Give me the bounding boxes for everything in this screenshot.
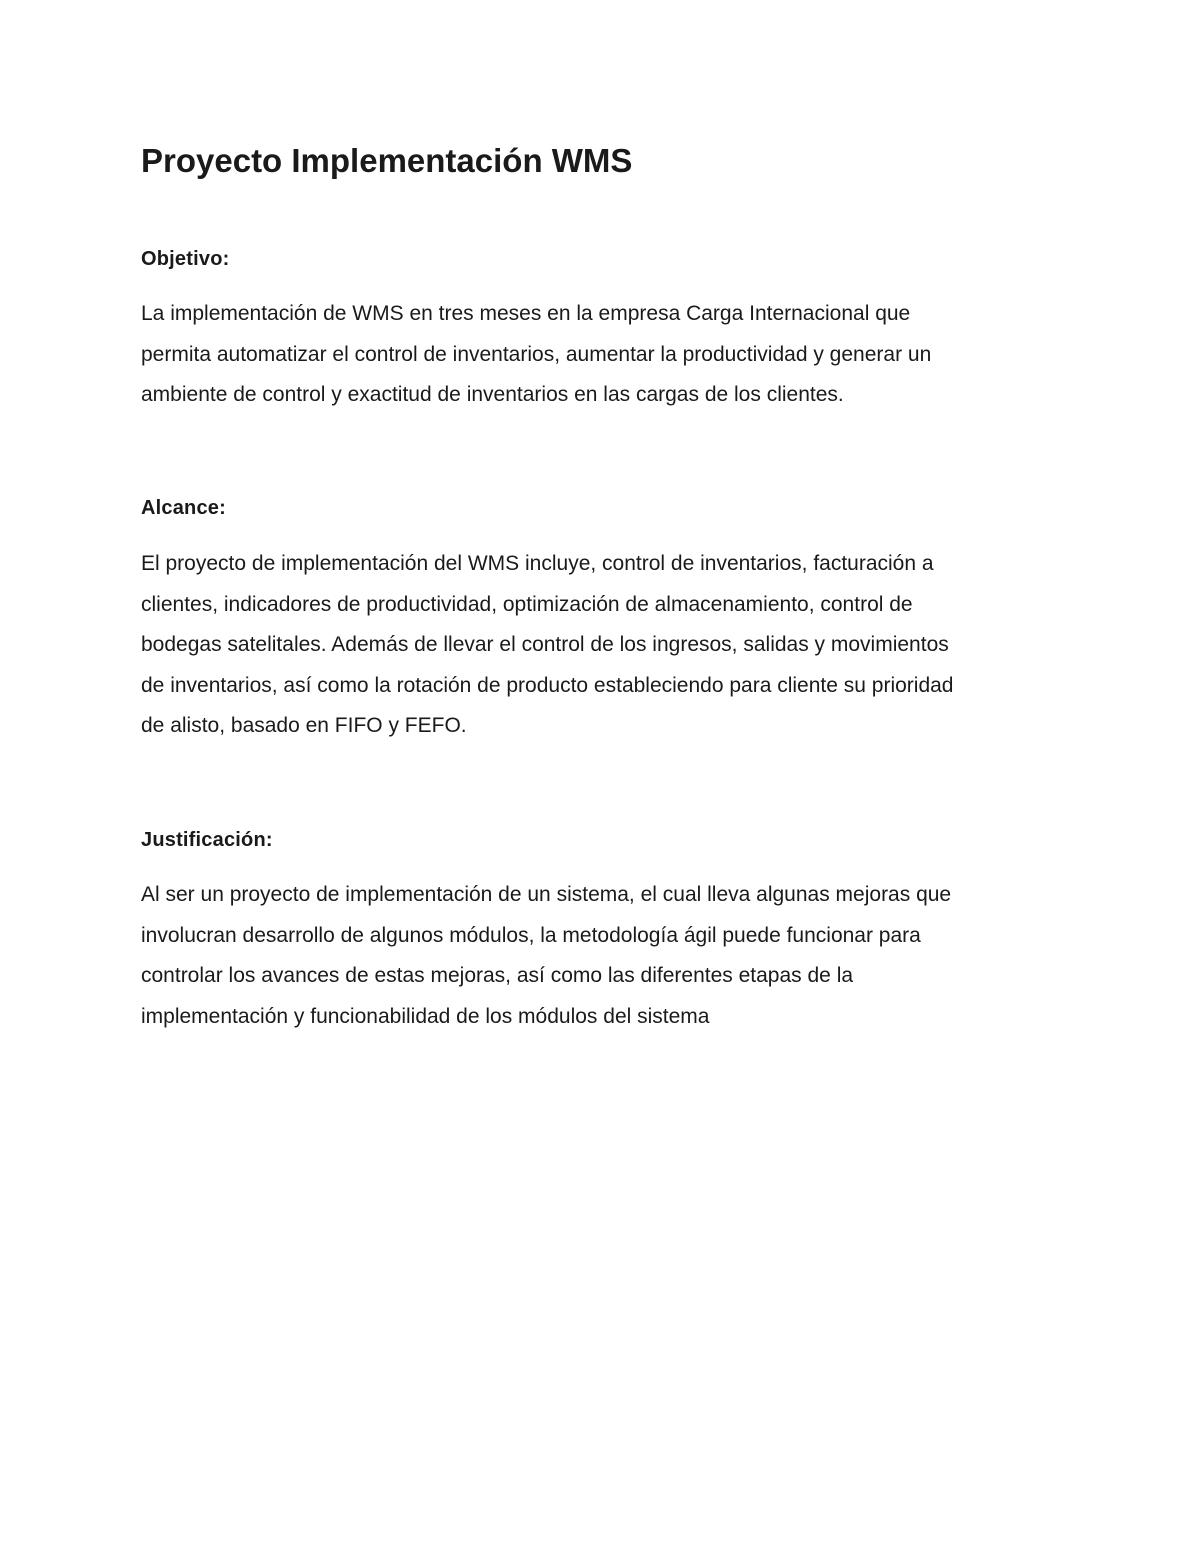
section-body-justificacion xyxy=(141,875,1071,1037)
body-line: involucran desarrollo de algunos módulos, la metodología ágil puede funcionar para xyxy=(141,923,921,947)
section-heading-justificacion: Justificación: xyxy=(141,829,273,851)
body-line: La implementación de WMS en tres meses en la empresa Carga Internacional que xyxy=(141,302,911,325)
body-line: permita automatizar el control de inventarios, aumentar la productividad y generar un xyxy=(141,342,932,366)
body-line: El proyecto de implementación del WMS incluye, control de inventarios, facturación a xyxy=(141,552,934,575)
body-line: ambiente de control y exactitud de inventarios en las cargas de los clientes. xyxy=(141,383,844,407)
section-body-objetivo xyxy=(141,294,1071,416)
body-line: bodegas satelitales. Además de llevar el control de los ingresos, salidas y movimientos xyxy=(141,633,949,657)
body-line: Al ser un proyecto de implementación de un sistema, el cual lleva algunas mejoras que xyxy=(141,883,952,906)
body-line: de alisto, basado en FIFO y FEFO. xyxy=(141,714,467,738)
body-line: clientes, indicadores de productividad, optimización de almacenamiento, control de xyxy=(141,592,913,616)
section-body-alcance xyxy=(141,544,1071,747)
section-heading-alcance: Alcance: xyxy=(141,497,226,519)
section-heading-objetivo: Objetivo: xyxy=(141,248,230,270)
body-line: controlar los avances de estas mejoras, así como las diferentes etapas de la xyxy=(141,964,854,988)
body-line: implementación y funcionabilidad de los módulos del sistema xyxy=(141,1004,710,1028)
body-line: de inventarios, así como la rotación de producto estableciendo para cliente su prioridad xyxy=(141,673,954,697)
document-title: Proyecto Implementación WMS xyxy=(141,142,633,179)
